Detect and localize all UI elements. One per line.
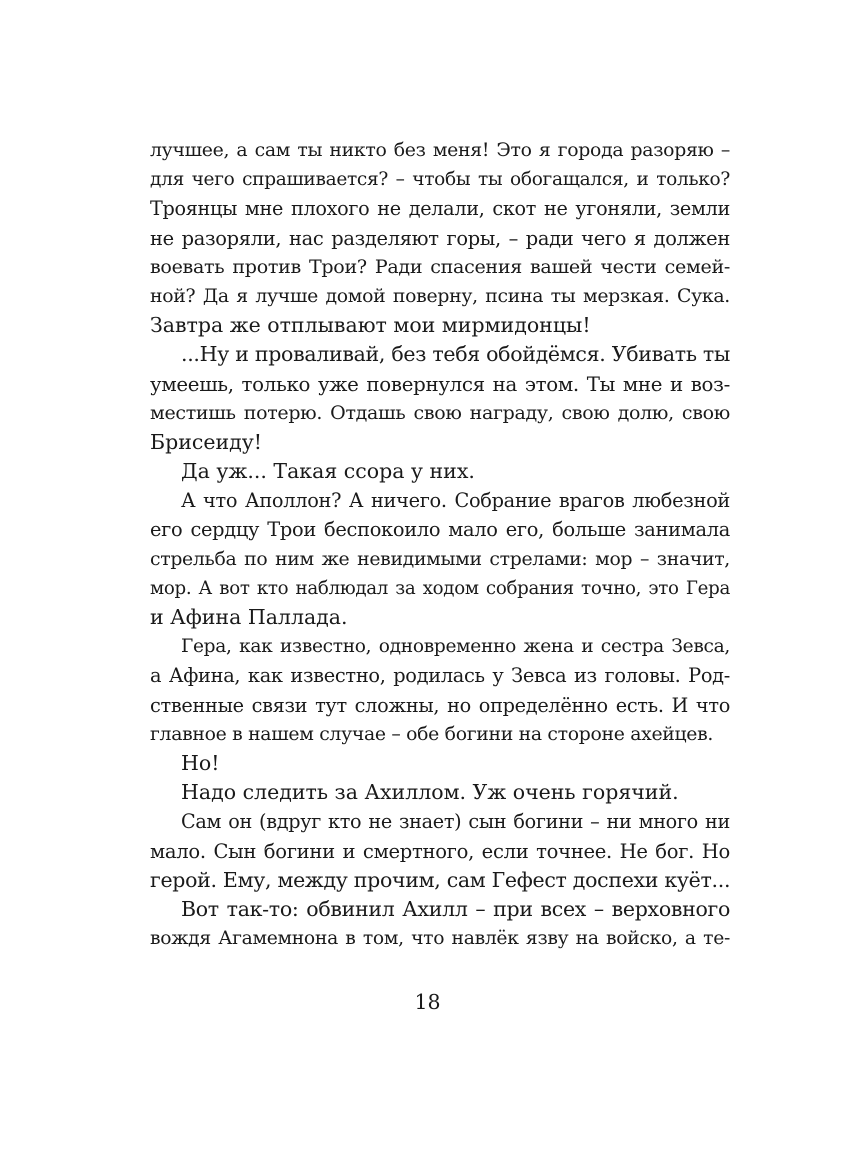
- text-line: для чего спрашивается? – чтобы ты обогащался, и только?: [150, 169, 730, 191]
- text-line: местишь потерю. Отдашь свою награду, свою долю, свою: [150, 401, 730, 424]
- text-line: мало. Сын богини и смертного, если точнее. Не бог. Но: [150, 839, 730, 863]
- text-line: герой. Ему, между прочим, сам Гефест доспехи куёт...: [150, 867, 731, 892]
- text-line: Брисеиду!: [150, 429, 263, 454]
- text-line: его сердцу Трои беспокоило мало его, больше занимала: [150, 518, 730, 542]
- body-text: [150, 136, 730, 953]
- text-line: Надо следить за Ахиллом. Уж очень горячий.: [181, 780, 679, 805]
- text-line: мор. А вот кто наблюдал за ходом собрания точно, это Гера: [150, 577, 730, 599]
- text-line: и Афина Паллада.: [150, 605, 348, 629]
- text-line: воевать против Трои? Ради спасения вашей чести семей-: [150, 255, 730, 278]
- text-line: Но!: [181, 750, 220, 775]
- text-line: умеешь, только уже повернулся на этом. Ты мне и воз-: [150, 372, 730, 396]
- page-number: 18: [414, 990, 441, 1014]
- text-line: ной? Да я лучше домой поверну, псина ты мерзкая. Сука.: [150, 285, 730, 307]
- text-line: стрельба по ним же невидимыми стрелами: мор – значит,: [150, 548, 730, 570]
- text-line: ...Ну и проваливай, без тебя обойдёмся. Убивать ты: [181, 342, 730, 367]
- text-line: Сам он (вдруг кто не знает) сын богини – ни много ни: [181, 810, 730, 834]
- text-line: Гера, как известно, одновременно жена и сестра Зевса,: [181, 636, 730, 658]
- text-line: а Афина, как известно, родилась у Зевса из головы. Род-: [150, 664, 730, 688]
- text-line: лучшее, а сам ты никто без меня! Это я города разоряю –: [150, 140, 730, 161]
- text-line: Да уж... Такая ссора у них.: [181, 459, 475, 484]
- text-line: А что Аполлон? А ничего. Собрание врагов любезной: [181, 489, 730, 513]
- text-line: вождя Агамемнона в том, что навлёк язву на войско, а те-: [150, 928, 730, 950]
- text-line: Вот так-то: обвинил Ахилл – при всех – верховного: [181, 896, 730, 921]
- text-line: главное в нашем случае – обе богини на стороне ахейцев.: [150, 723, 714, 745]
- text-line: Завтра же отплывают мои мирмидонцы!: [150, 313, 591, 338]
- text-line: не разоряли, нас разделяют горы, – ради чего я должен: [150, 226, 730, 250]
- text-line: ственные связи тут сложны, но определённо есть. И что: [150, 693, 730, 717]
- text-line: Троянцы мне плохого не делали, скот не угоняли, земли: [150, 197, 730, 221]
